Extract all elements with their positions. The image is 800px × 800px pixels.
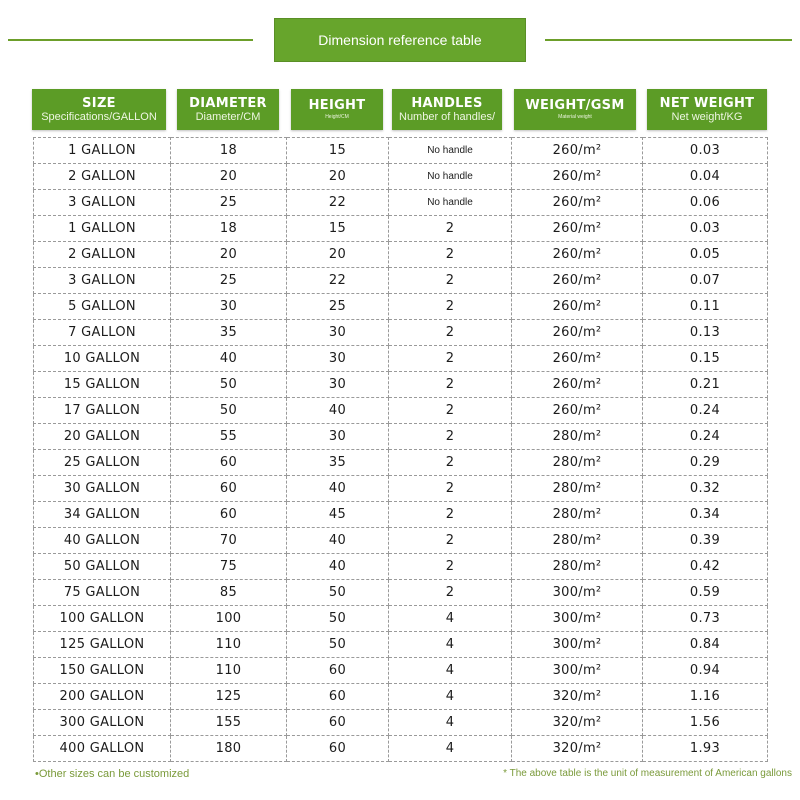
cell-net-weight: 1.56 xyxy=(643,710,768,736)
cell-diameter: 110 xyxy=(171,632,287,658)
header-diameter xyxy=(177,89,279,130)
header-size xyxy=(32,89,166,130)
table-row xyxy=(34,398,768,424)
cell-net-weight: 0.13 xyxy=(643,320,768,346)
cell-size: 30 GALLON xyxy=(34,476,171,502)
cell-weight: 300/m² xyxy=(512,632,643,658)
cell-height: 40 xyxy=(287,528,389,554)
cell-diameter: 85 xyxy=(171,580,287,606)
cell-height: 35 xyxy=(287,450,389,476)
cell-weight: 260/m² xyxy=(512,138,643,164)
table-row xyxy=(34,320,768,346)
cell-handles: 2 xyxy=(389,476,512,502)
custom-sizes-note: •Other sizes can be customized xyxy=(35,768,190,780)
cell-height: 45 xyxy=(287,502,389,528)
cell-net-weight: 0.15 xyxy=(643,346,768,372)
cell-handles: No handle xyxy=(389,138,512,164)
cell-diameter: 75 xyxy=(171,554,287,580)
cell-height: 40 xyxy=(287,476,389,502)
cell-diameter: 60 xyxy=(171,450,287,476)
dimension-table-body xyxy=(34,138,768,762)
cell-size: 10 GALLON xyxy=(34,346,171,372)
cell-net-weight: 0.03 xyxy=(643,216,768,242)
cell-weight: 280/m² xyxy=(512,424,643,450)
dimension-table xyxy=(33,137,767,762)
page-title: Dimension reference table xyxy=(274,18,526,62)
title-divider-right xyxy=(545,39,792,41)
cell-height: 40 xyxy=(287,398,389,424)
cell-handles: 2 xyxy=(389,268,512,294)
cell-handles: 2 xyxy=(389,580,512,606)
table-row xyxy=(34,502,768,528)
header-net-weight xyxy=(647,89,767,130)
cell-handles: 2 xyxy=(389,398,512,424)
cell-size: 3 GALLON xyxy=(34,190,171,216)
cell-diameter: 55 xyxy=(171,424,287,450)
table-row xyxy=(34,632,768,658)
cell-handles: 2 xyxy=(389,424,512,450)
cell-size: 125 GALLON xyxy=(34,632,171,658)
cell-weight: 260/m² xyxy=(512,320,643,346)
cell-height: 50 xyxy=(287,632,389,658)
header-weight xyxy=(514,89,636,130)
cell-diameter: 60 xyxy=(171,476,287,502)
cell-size: 2 GALLON xyxy=(34,164,171,190)
cell-size: 150 GALLON xyxy=(34,658,171,684)
cell-diameter: 40 xyxy=(171,346,287,372)
table-row xyxy=(34,346,768,372)
table-row xyxy=(34,372,768,398)
header-weight-sublabel: Material weight xyxy=(558,114,592,120)
header-height-label: HEIGHT xyxy=(308,98,366,113)
cell-size: 1 GALLON xyxy=(34,138,171,164)
header-height xyxy=(291,89,383,130)
table-row xyxy=(34,684,768,710)
cell-weight: 260/m² xyxy=(512,372,643,398)
cell-diameter: 25 xyxy=(171,190,287,216)
cell-net-weight: 0.05 xyxy=(643,242,768,268)
cell-size: 100 GALLON xyxy=(34,606,171,632)
cell-size: 25 GALLON xyxy=(34,450,171,476)
cell-height: 50 xyxy=(287,606,389,632)
cell-diameter: 50 xyxy=(171,372,287,398)
cell-handles: 4 xyxy=(389,710,512,736)
cell-weight: 260/m² xyxy=(512,398,643,424)
units-note: * The above table is the unit of measurement of American gallons xyxy=(503,768,792,779)
cell-height: 20 xyxy=(287,164,389,190)
cell-weight: 300/m² xyxy=(512,658,643,684)
header-size-label: SIZE xyxy=(82,95,116,111)
cell-net-weight: 0.73 xyxy=(643,606,768,632)
cell-diameter: 20 xyxy=(171,164,287,190)
cell-size: 400 GALLON xyxy=(34,736,171,762)
cell-handles: 2 xyxy=(389,216,512,242)
cell-weight: 260/m² xyxy=(512,268,643,294)
cell-weight: 280/m² xyxy=(512,476,643,502)
table-row xyxy=(34,580,768,606)
cell-height: 30 xyxy=(287,320,389,346)
cell-net-weight: 0.03 xyxy=(643,138,768,164)
header-weight-label: WEIGHT/GSM xyxy=(525,98,625,113)
cell-net-weight: 0.34 xyxy=(643,502,768,528)
table-row xyxy=(34,710,768,736)
cell-size: 3 GALLON xyxy=(34,268,171,294)
header-diameter-sublabel: Diameter/CM xyxy=(195,110,261,123)
cell-height: 22 xyxy=(287,268,389,294)
cell-diameter: 70 xyxy=(171,528,287,554)
cell-size: 40 GALLON xyxy=(34,528,171,554)
cell-weight: 260/m² xyxy=(512,346,643,372)
table-row xyxy=(34,216,768,242)
table-row xyxy=(34,268,768,294)
cell-diameter: 25 xyxy=(171,268,287,294)
cell-weight: 260/m² xyxy=(512,242,643,268)
cell-size: 2 GALLON xyxy=(34,242,171,268)
cell-diameter: 100 xyxy=(171,606,287,632)
cell-handles: 2 xyxy=(389,294,512,320)
header-net-weight-sublabel: Net weight/KG xyxy=(671,110,743,123)
cell-net-weight: 0.42 xyxy=(643,554,768,580)
cell-diameter: 18 xyxy=(171,216,287,242)
cell-diameter: 35 xyxy=(171,320,287,346)
cell-diameter: 20 xyxy=(171,242,287,268)
table-row xyxy=(34,424,768,450)
cell-handles: 2 xyxy=(389,554,512,580)
cell-weight: 300/m² xyxy=(512,606,643,632)
cell-diameter: 155 xyxy=(171,710,287,736)
cell-height: 15 xyxy=(287,138,389,164)
cell-net-weight: 1.93 xyxy=(643,736,768,762)
cell-net-weight: 0.04 xyxy=(643,164,768,190)
cell-net-weight: 0.32 xyxy=(643,476,768,502)
cell-net-weight: 0.84 xyxy=(643,632,768,658)
cell-net-weight: 0.39 xyxy=(643,528,768,554)
cell-height: 60 xyxy=(287,684,389,710)
table-row xyxy=(34,476,768,502)
cell-height: 30 xyxy=(287,346,389,372)
cell-height: 60 xyxy=(287,736,389,762)
cell-size: 5 GALLON xyxy=(34,294,171,320)
cell-handles: 2 xyxy=(389,346,512,372)
cell-net-weight: 0.24 xyxy=(643,398,768,424)
cell-weight: 280/m² xyxy=(512,528,643,554)
cell-handles: 2 xyxy=(389,528,512,554)
cell-net-weight: 0.94 xyxy=(643,658,768,684)
cell-diameter: 125 xyxy=(171,684,287,710)
cell-weight: 260/m² xyxy=(512,164,643,190)
cell-handles: No handle xyxy=(389,164,512,190)
cell-size: 75 GALLON xyxy=(34,580,171,606)
table-row xyxy=(34,736,768,762)
cell-size: 20 GALLON xyxy=(34,424,171,450)
cell-weight: 280/m² xyxy=(512,554,643,580)
cell-weight: 280/m² xyxy=(512,450,643,476)
table-row xyxy=(34,138,768,164)
cell-size: 1 GALLON xyxy=(34,216,171,242)
table-row xyxy=(34,528,768,554)
table-row xyxy=(34,164,768,190)
cell-height: 22 xyxy=(287,190,389,216)
cell-weight: 320/m² xyxy=(512,684,643,710)
table-row xyxy=(34,658,768,684)
cell-weight: 320/m² xyxy=(512,710,643,736)
cell-diameter: 110 xyxy=(171,658,287,684)
cell-size: 300 GALLON xyxy=(34,710,171,736)
cell-height: 20 xyxy=(287,242,389,268)
cell-weight: 320/m² xyxy=(512,736,643,762)
cell-net-weight: 0.24 xyxy=(643,424,768,450)
header-size-sublabel: Specifications/GALLON xyxy=(41,110,157,123)
cell-handles: 2 xyxy=(389,372,512,398)
cell-net-weight: 0.07 xyxy=(643,268,768,294)
cell-size: 17 GALLON xyxy=(34,398,171,424)
cell-height: 30 xyxy=(287,424,389,450)
cell-height: 40 xyxy=(287,554,389,580)
cell-net-weight: 0.29 xyxy=(643,450,768,476)
table-row xyxy=(34,554,768,580)
cell-handles: 2 xyxy=(389,242,512,268)
cell-height: 60 xyxy=(287,658,389,684)
cell-weight: 260/m² xyxy=(512,190,643,216)
table-row xyxy=(34,242,768,268)
table-row xyxy=(34,294,768,320)
cell-height: 60 xyxy=(287,710,389,736)
title-divider-left xyxy=(8,39,253,41)
header-handles xyxy=(392,89,502,130)
cell-diameter: 30 xyxy=(171,294,287,320)
cell-diameter: 180 xyxy=(171,736,287,762)
table-row xyxy=(34,606,768,632)
cell-handles: 2 xyxy=(389,502,512,528)
cell-height: 15 xyxy=(287,216,389,242)
cell-handles: No handle xyxy=(389,190,512,216)
cell-height: 25 xyxy=(287,294,389,320)
header-handles-sublabel: Number of handles/ xyxy=(399,110,495,123)
cell-net-weight: 0.59 xyxy=(643,580,768,606)
cell-handles: 4 xyxy=(389,684,512,710)
cell-height: 50 xyxy=(287,580,389,606)
cell-handles: 2 xyxy=(389,320,512,346)
cell-net-weight: 0.06 xyxy=(643,190,768,216)
cell-net-weight: 1.16 xyxy=(643,684,768,710)
cell-height: 30 xyxy=(287,372,389,398)
header-diameter-label: DIAMETER xyxy=(189,95,267,111)
cell-size: 34 GALLON xyxy=(34,502,171,528)
header-height-sublabel: Height/CM xyxy=(325,114,349,120)
cell-size: 7 GALLON xyxy=(34,320,171,346)
cell-weight: 260/m² xyxy=(512,216,643,242)
header-handles-label: HANDLES xyxy=(411,95,483,111)
cell-weight: 260/m² xyxy=(512,294,643,320)
cell-weight: 300/m² xyxy=(512,580,643,606)
cell-diameter: 60 xyxy=(171,502,287,528)
cell-size: 200 GALLON xyxy=(34,684,171,710)
cell-size: 15 GALLON xyxy=(34,372,171,398)
cell-weight: 280/m² xyxy=(512,502,643,528)
table-row xyxy=(34,190,768,216)
table-row xyxy=(34,450,768,476)
header-net-weight-label: NET WEIGHT xyxy=(659,95,755,111)
cell-handles: 4 xyxy=(389,736,512,762)
cell-handles: 4 xyxy=(389,606,512,632)
cell-net-weight: 0.21 xyxy=(643,372,768,398)
cell-handles: 4 xyxy=(389,632,512,658)
cell-diameter: 50 xyxy=(171,398,287,424)
cell-diameter: 18 xyxy=(171,138,287,164)
cell-handles: 2 xyxy=(389,450,512,476)
cell-size: 50 GALLON xyxy=(34,554,171,580)
cell-handles: 4 xyxy=(389,658,512,684)
cell-net-weight: 0.11 xyxy=(643,294,768,320)
